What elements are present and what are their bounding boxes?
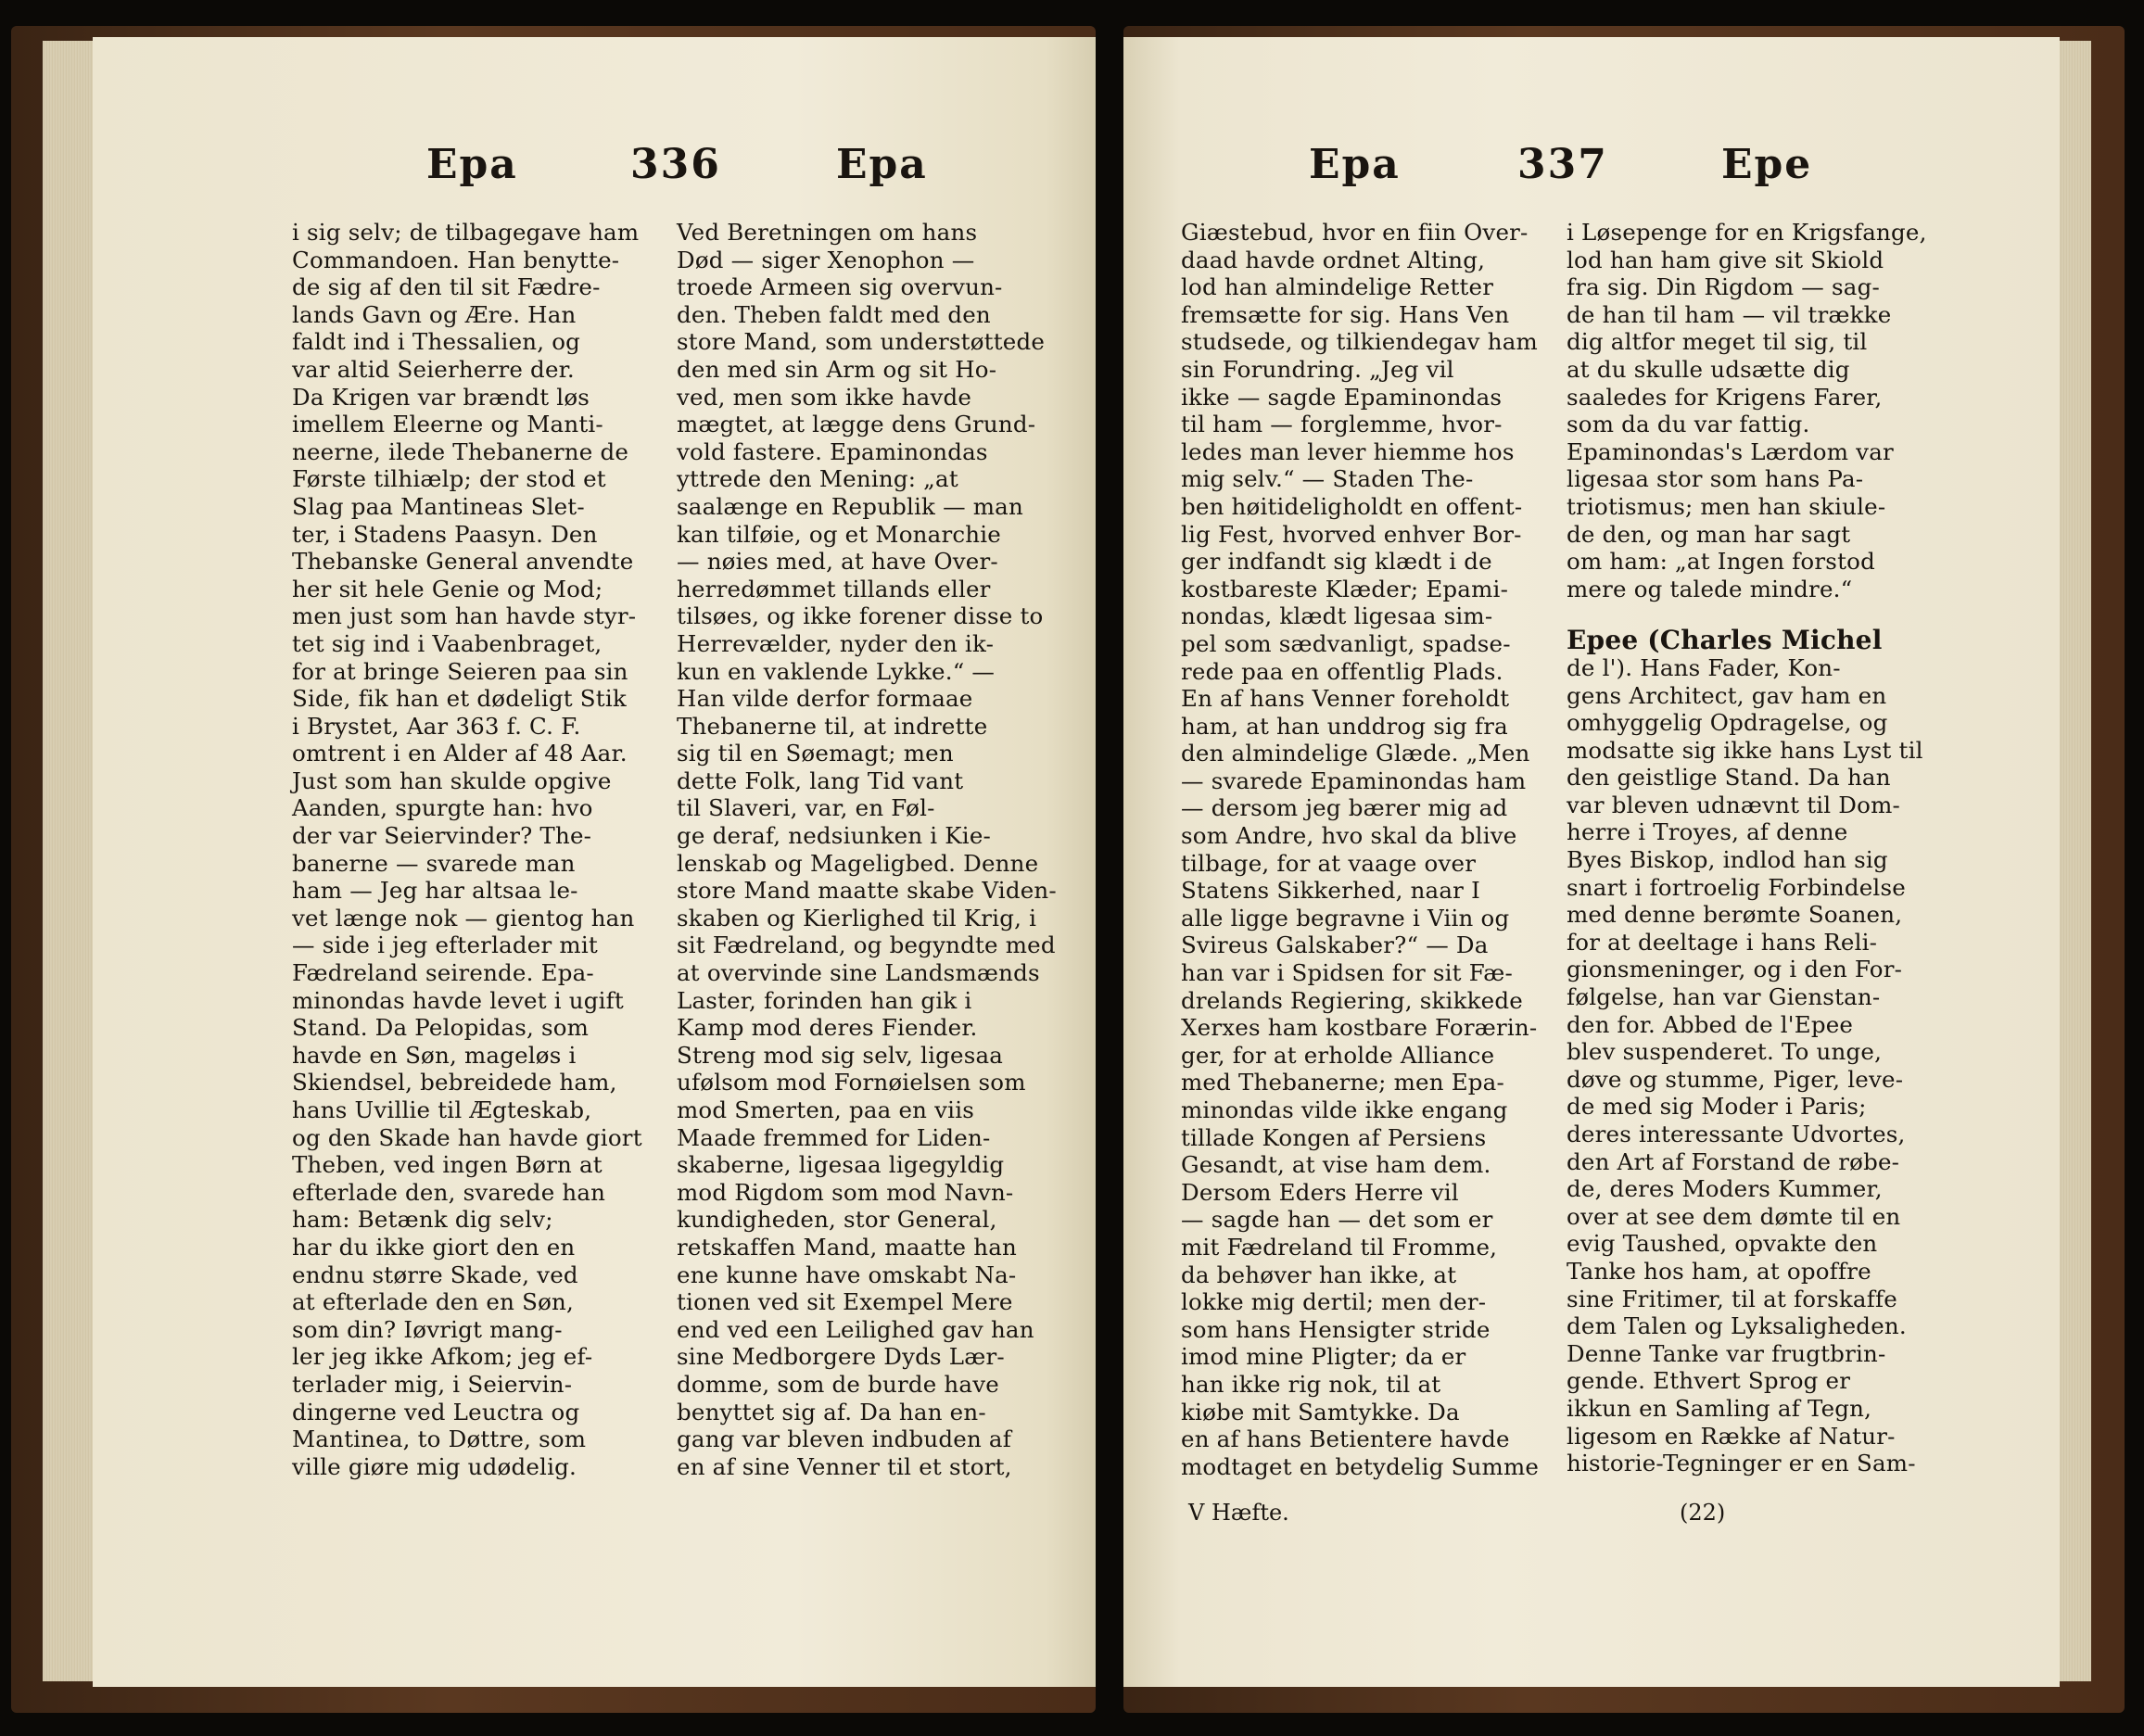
text-line: domme, som de burde have	[677, 1370, 999, 1398]
text-line: som Andre, hvo skal da blive	[1181, 822, 1517, 850]
text-line: mægtet, at lægge dens Grund-	[677, 411, 1036, 438]
text-line: den almindelige Glæde. „Men	[1181, 740, 1530, 767]
text-line: Denne Tanke var frugtbrin-	[1567, 1339, 1886, 1367]
text-line: Laster, forinden han gik i	[677, 986, 972, 1014]
text-line: end ved een Leilighed gav han	[677, 1315, 1034, 1343]
right-guide-word-left: Epa	[1309, 141, 1401, 188]
text-line: der var Seiervinder? The-	[292, 822, 592, 850]
text-line: døve og stumme, Piger, leve-	[1567, 1065, 1904, 1093]
text-line: han ikke rig nok, til at	[1181, 1370, 1441, 1398]
text-line: store Mand, som understøttede	[677, 328, 1046, 356]
text-line: kostbareste Klæder; Epami-	[1181, 575, 1509, 602]
text-line: minondas vilde ikke engang	[1181, 1096, 1508, 1123]
text-line: gende. Ethvert Sprog er	[1567, 1367, 1851, 1395]
text-line: Theben, ved ingen Børn at	[292, 1151, 603, 1179]
text-line: og den Skade han havde giort	[292, 1123, 642, 1151]
text-line: Side, fik han et dødeligt Stik	[292, 685, 627, 713]
left-page-edges	[43, 41, 96, 1681]
text-line: ger indfandt sig klædt i de	[1181, 548, 1492, 576]
text-line: modtaget en betydelig Summe	[1181, 1452, 1540, 1480]
text-line: Just som han skulde opgive	[292, 767, 612, 794]
left-page-number: 336	[630, 141, 721, 188]
text-line: havde en Søn, mageløs i	[292, 1041, 577, 1069]
text-line: — side i jeg efterlader mit	[292, 931, 598, 959]
text-line: omtrent i en Alder af 48 Aar.	[292, 740, 628, 767]
text-line: har du ikke giort den en	[292, 1233, 576, 1261]
text-line: de med sig Moder i Paris;	[1567, 1093, 1867, 1121]
text-line: Commandoen. Han benytte-	[292, 246, 620, 273]
text-line: gens Architect, gav ham en	[1567, 681, 1887, 709]
text-line: lenskab og Mageligbed. Denne	[677, 849, 1039, 877]
text-line: Streng mod sig selv, ligesaa	[677, 1041, 1004, 1069]
text-line: Xerxes ham kostbare Forærin-	[1181, 1014, 1538, 1042]
text-line: til ham — forglemme, hvor-	[1181, 411, 1503, 438]
text-line: ligesaa stor som hans Pa-	[1567, 465, 1864, 493]
text-line: dette Folk, lang Tid vant	[677, 767, 964, 794]
text-line: med Thebanerne; men Epa-	[1181, 1069, 1504, 1096]
text-line: Han vilde derfor formaae	[677, 685, 973, 713]
text-line: endnu større Skade, ved	[292, 1261, 578, 1288]
text-line: han var i Spidsen for sit Fæ-	[1181, 959, 1513, 987]
text-line: Slag paa Mantineas Slet-	[292, 492, 585, 520]
text-line: skaberne, ligesaa ligegyldig	[677, 1151, 1005, 1179]
text-line: i sig selv; de tilbagegave ham	[292, 219, 640, 246]
text-line: ham, at han unddrog sig fra	[1181, 712, 1508, 740]
text-line: Epee (Charles Michel	[1567, 625, 1883, 656]
right-page	[1123, 37, 2060, 1687]
text-line: tilbage, for at vaage over	[1181, 849, 1477, 877]
text-line: — svarede Epaminondas ham	[1181, 767, 1527, 794]
text-line: — nøies med, at have Over-	[677, 548, 998, 576]
left-page-column-1	[292, 219, 642, 1480]
signature-mark: V Hæfte.	[1188, 1500, 1289, 1526]
text-line: snart i fortroelig Forbindelse	[1567, 873, 1906, 901]
text-line: følgelse, han var Gienstan-	[1567, 983, 1881, 1011]
text-line: kun en vaklende Lykke.“ —	[677, 657, 996, 685]
text-line: modsatte sig ikke hans Lyst til	[1567, 736, 1923, 764]
text-line: den Art af Forstand de røbe-	[1567, 1147, 1900, 1175]
text-line: hans Uvillie til Ægteskab,	[292, 1096, 592, 1123]
left-guide-word-left: Epa	[426, 141, 518, 188]
right-page-column-1	[1181, 219, 1539, 1480]
text-line: som da du var fattig.	[1567, 411, 1810, 438]
text-line: om ham: „at Ingen forstod	[1567, 548, 1875, 576]
text-line: imod mine Pligter; da er	[1181, 1343, 1466, 1371]
text-line: Byes Biskop, indlod han sig	[1567, 846, 1888, 874]
text-line: kundigheden, stor General,	[677, 1206, 997, 1234]
text-line: vold fastere. Epaminondas	[677, 437, 988, 465]
text-line: Da Krigen var brændt løs	[292, 383, 590, 411]
text-line: daad havde ordnet Alting,	[1181, 246, 1486, 273]
text-line: Første tilhiælp; der stod et	[292, 465, 606, 493]
text-line: Skiendsel, bebreidede ham,	[292, 1069, 617, 1096]
text-line: terlader mig, i Seiervin-	[292, 1370, 573, 1398]
text-line: En af hans Venner foreholdt	[1181, 685, 1510, 713]
text-line: ter, i Stadens Paasyn. Den	[292, 520, 598, 548]
text-line: herredømmet tillands eller	[677, 575, 991, 602]
text-line: men just som han havde styr-	[292, 602, 637, 630]
text-line: Stand. Da Pelopidas, som	[292, 1014, 590, 1042]
text-line: Kamp mod deres Fiender.	[677, 1014, 978, 1042]
text-line: lod han ham give sit Skiold	[1567, 246, 1884, 273]
text-line: som din? Iøvrigt mang-	[292, 1315, 563, 1343]
text-line: deres interessante Udvortes,	[1567, 1121, 1906, 1147]
text-line: i Løsepenge for en Krigsfange,	[1567, 219, 1927, 246]
text-line: neerne, ilede Thebanerne de	[292, 437, 629, 465]
text-line: lig Fest, hvorved enhver Bor-	[1181, 520, 1522, 548]
text-line: dingerne ved Leuctra og	[292, 1398, 580, 1426]
text-line: lokke mig dertil; men der-	[1181, 1288, 1487, 1316]
text-line: historie-Tegninger er en Sam-	[1567, 1450, 1916, 1477]
text-line: da behøver han ikke, at	[1181, 1261, 1457, 1288]
text-line: den geistlige Stand. Da han	[1567, 764, 1891, 792]
text-line: mere og talede mindre.“	[1567, 575, 1853, 602]
text-line: fra sig. Din Rigdom — sag-	[1567, 273, 1880, 301]
text-line: den med sin Arm og sit Ho-	[677, 355, 997, 383]
text-line: for at deeltage i hans Reli-	[1567, 928, 1878, 956]
text-line: de sig af den til sit Fædre-	[292, 273, 601, 301]
text-line: nondas, klædt ligesaa sim-	[1181, 602, 1493, 630]
text-line: — dersom jeg bærer mig ad	[1181, 794, 1508, 822]
text-line: retskaffen Mand, maatte han	[677, 1233, 1018, 1261]
text-line: minondas havde levet i ugift	[292, 986, 624, 1014]
text-line: de den, og man har sagt	[1567, 520, 1851, 548]
right-page-edges	[2054, 41, 2091, 1681]
text-line: lands Gavn og Ære. Han	[292, 300, 577, 328]
text-line: ikkun en Samling af Tegn,	[1567, 1394, 1872, 1422]
text-line: mig selv.“ — Staden The-	[1181, 465, 1474, 493]
sheet-number: (22)	[1680, 1500, 1726, 1526]
text-line: imellem Eleerne og Manti-	[292, 411, 603, 438]
text-line: ene kunne have omskabt Na-	[677, 1261, 1017, 1288]
right-guide-word-right: Epe	[1721, 141, 1813, 188]
left-page-column-2	[677, 219, 1057, 1480]
text-line: en af sine Venner til et stort,	[677, 1452, 1012, 1480]
text-line: sit Fædreland, og begyndte med	[677, 931, 1056, 959]
text-line: ville giøre mig udødelig.	[292, 1452, 577, 1480]
text-line: mod Smerten, paa en viis	[677, 1096, 975, 1123]
text-line: ved, men som ikke havde	[677, 383, 972, 411]
text-line: gang var bleven indbuden af	[677, 1426, 1011, 1453]
text-line: fremsætte for sig. Hans Ven	[1181, 300, 1510, 328]
text-line: dig altfor meget til sig, til	[1567, 328, 1868, 356]
text-line: Dersom Eders Herre vil	[1181, 1178, 1459, 1206]
text-line: Thebanske General anvendte	[292, 548, 634, 576]
text-line: tionen ved sit Exempel Mere	[677, 1288, 1013, 1316]
text-line: ham: Betænk dig selv;	[292, 1206, 553, 1234]
text-line: Maade fremmed for Liden-	[677, 1123, 991, 1151]
text-line: troede Armeen sig overvun-	[677, 273, 1003, 301]
text-line: tilsøes, og ikke forener disse to	[677, 602, 1044, 630]
text-line: yttrede den Mening: „at	[677, 465, 958, 493]
text-line: over at see dem dømte til en	[1567, 1202, 1901, 1230]
right-page-number: 337	[1517, 141, 1608, 188]
text-line: i Brystet, Aar 363 f. C. F.	[292, 712, 581, 740]
text-line: at overvinde sine Landsmænds	[677, 959, 1040, 987]
text-line: sine Medborgere Dyds Lær-	[677, 1343, 1005, 1371]
text-line: at efterlade den en Søn,	[292, 1288, 574, 1316]
text-line: evig Taushed, opvakte den	[1567, 1230, 1878, 1258]
right-page-column-2	[1567, 219, 1927, 1477]
text-line: at du skulle udsætte dig	[1567, 355, 1850, 383]
text-line: Thebanerne til, at indrette	[677, 712, 988, 740]
text-line: ikke — sagde Epaminondas	[1181, 383, 1503, 411]
text-line: mod Rigdom som mod Navn-	[677, 1178, 1014, 1206]
text-line: studsede, og tilkiendegav ham	[1181, 328, 1538, 356]
text-line: saalænge en Republik — man	[677, 492, 1023, 520]
text-line: efterlade den, svarede han	[292, 1178, 606, 1206]
text-line: gionsmeninger, og i den For-	[1567, 956, 1903, 983]
entry-separator	[1567, 602, 1927, 627]
text-line: ler jeg ikke Afkom; jeg ef-	[292, 1343, 593, 1371]
text-line: Fædreland seirende. Epa-	[292, 959, 594, 987]
text-line: — sagde han — det som er	[1181, 1206, 1493, 1234]
text-line: vet længe nok — gientog han	[292, 904, 635, 931]
text-line: Herrevælder, nyder den ik-	[677, 629, 995, 657]
text-line: saaledes for Krigens Farer,	[1567, 383, 1883, 411]
text-line: de, deres Moders Kummer,	[1567, 1175, 1883, 1203]
text-line: Tanke hos ham, at opoffre	[1567, 1257, 1871, 1285]
text-line: Epaminondas's Lærdom var	[1567, 437, 1894, 465]
text-line: kiøbe mit Samtykke. Da	[1181, 1398, 1460, 1426]
text-line: den for. Abbed de l'Epee	[1567, 1010, 1854, 1038]
text-line: de l'). Hans Fader, Kon-	[1567, 653, 1841, 681]
text-line: ge deraf, nedsiunken i Kie-	[677, 822, 992, 850]
text-line: var altid Seierherre der.	[292, 355, 575, 383]
text-line: Statens Sikkerhed, naar I	[1181, 877, 1480, 905]
text-line: med denne berømte Soanen,	[1567, 901, 1903, 929]
text-line: sine Fritimer, til at forskaffe	[1567, 1285, 1897, 1312]
text-line: ufølsom mod Fornøielsen som	[677, 1069, 1026, 1096]
text-line: omhyggelig Opdragelse, og	[1567, 709, 1888, 737]
text-line: de han til ham — vil trække	[1567, 300, 1892, 328]
text-line: ben høitideligholdt en offent-	[1181, 492, 1523, 520]
text-line: den. Theben faldt med den	[677, 300, 991, 328]
text-line: sig til en Søemagt; men	[677, 740, 954, 767]
text-line: rede paa en offentlig Plads.	[1181, 657, 1503, 685]
text-line: som hans Hensigter stride	[1181, 1315, 1491, 1343]
text-line: for at bringe Seieren paa sin	[292, 657, 628, 685]
text-line: tillade Kongen af Persiens	[1181, 1123, 1487, 1151]
text-line: Giæstebud, hvor en fiin Over-	[1181, 219, 1529, 246]
text-line: var bleven udnævnt til Dom-	[1567, 791, 1901, 818]
text-line: tet sig ind i Vaabenbraget,	[292, 629, 603, 657]
text-line: Ved Beretningen om hans	[677, 219, 978, 246]
text-line: ger, for at erholde Alliance	[1181, 1041, 1495, 1069]
text-line: herre i Troyes, af denne	[1567, 818, 1848, 846]
text-line: ligesom en Række af Natur-	[1567, 1422, 1896, 1450]
text-line: til Slaveri, var, en Føl-	[677, 794, 935, 822]
text-line: Mantinea, to Døttre, som	[292, 1426, 587, 1453]
text-line: skaben og Kierlighed til Krig, i	[677, 904, 1037, 931]
text-line: kan tilføie, og et Monarchie	[677, 520, 1001, 548]
text-line: lod han almindelige Retter	[1181, 273, 1494, 301]
text-line: triotismus; men han skiule-	[1567, 492, 1886, 520]
text-line: her sit hele Genie og Mod;	[292, 575, 603, 602]
text-line: benyttet sig af. Da han en-	[677, 1398, 986, 1426]
text-line: alle ligge begravne i Viin og	[1181, 904, 1510, 931]
text-line: drelands Regiering, skikkede	[1181, 986, 1523, 1014]
text-line: mit Fædreland til Fromme,	[1181, 1233, 1498, 1261]
text-line: Gesandt, at vise ham dem.	[1181, 1151, 1491, 1179]
text-line: ledes man lever hiemme hos	[1181, 437, 1515, 465]
text-line: Død — siger Xenophon —	[677, 246, 975, 273]
text-line: faldt ind i Thessalien, og	[292, 328, 581, 356]
text-line: pel som sædvanligt, spadse-	[1181, 629, 1511, 657]
left-page	[93, 37, 1096, 1687]
text-line: Aanden, spurgte han: hvo	[292, 794, 593, 822]
text-line: sin Forundring. „Jeg vil	[1181, 355, 1454, 383]
text-line: en af hans Betientere havde	[1181, 1426, 1510, 1453]
text-line: dem Talen og Lyksaligheden.	[1567, 1312, 1907, 1340]
text-line: ham — Jeg har altsaa le-	[292, 877, 578, 905]
gutter	[1096, 0, 1123, 1736]
text-line: banerne — svarede man	[292, 849, 576, 877]
text-line: Svireus Galskaber?“ — Da	[1181, 931, 1489, 959]
text-line: store Mand maatte skabe Viden-	[677, 877, 1057, 905]
left-guide-word-right: Epa	[836, 141, 928, 188]
text-line: blev suspenderet. To unge,	[1567, 1038, 1883, 1066]
